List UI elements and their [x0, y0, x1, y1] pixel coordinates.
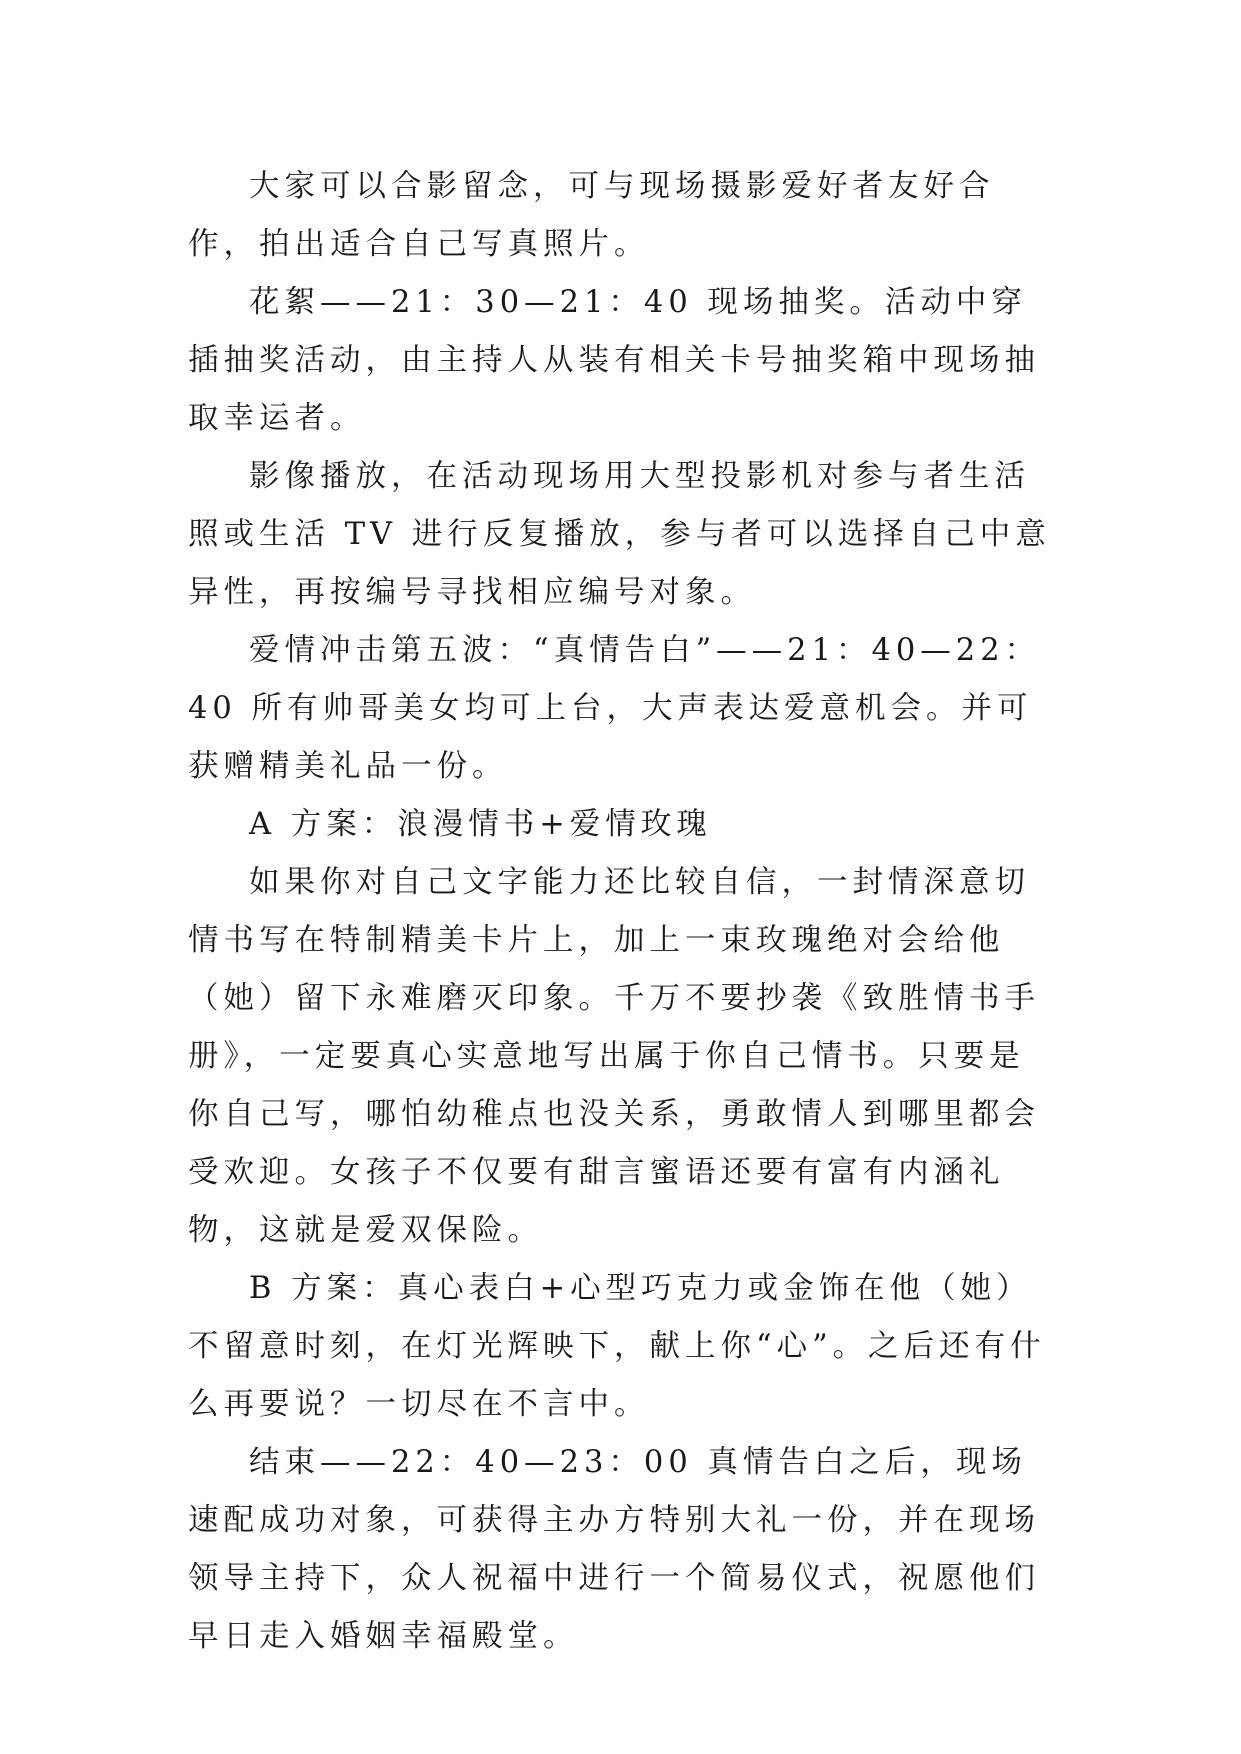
- document-body: [188, 158, 1058, 1666]
- paragraph-ending: 结束——22：40—23：00 真情告白之后，现场速配成功对象，可获得主办方特别大礼一份，并在现场领导主持下，众人祝福中进行一个简易仪式，祝愿他们早日走入婚姻幸福殿堂。: [188, 1445, 1040, 1654]
- paragraph-plan-b: B 方案：真心表白+心型巧克力或金饰在他（她）不留意时刻，在灯光辉映下，献上你“心”。之后还有什么再要说？一切尽在不言中。: [188, 1271, 1046, 1422]
- paragraph-confession: 爱情冲击第五波：“真情告白”——21：40—22：40 所有帅哥美女均可上台，大声表达爱意机会。并可获赠精美礼品一份。: [188, 633, 1041, 784]
- paragraph-video: 影像播放，在活动现场用大型投影机对参与者生活照或生活 TV 进行反复播放，参与者可以选择自己中意异性，再按编号寻找相应编号对象。: [188, 459, 1051, 610]
- paragraph-plan-a-title: A 方案：浪漫情书+爱情玫瑰: [249, 807, 712, 842]
- paragraph-photo: 大家可以合影留念，可与现场摄影爱好者友好合作，拍出适合自己写真照片。: [188, 169, 995, 262]
- paragraph-lottery: 花絮——21：30—21：40 现场抽奖。活动中穿插抽奖活动，由主持人从装有相关卡号抽奖箱中现场抽取幸运者。: [188, 285, 1040, 436]
- paragraph-plan-a-body: 如果你对自己文字能力还比较自信，一封情深意切情书写在特制精美卡片上，加上一束玫瑰绝对会给他（她）留下永难磨灭印象。千万不要抄袭《致胜情书手册》，一定要真心实意地写出属于你自己情书。只要是你自己写，哪怕幼稚点也没关系，勇敢情人到哪里都会受欢迎。女孩子不仅要有甜言蜜语还要有富有内涵礼物，这就是爱双保险。: [188, 865, 1040, 1248]
